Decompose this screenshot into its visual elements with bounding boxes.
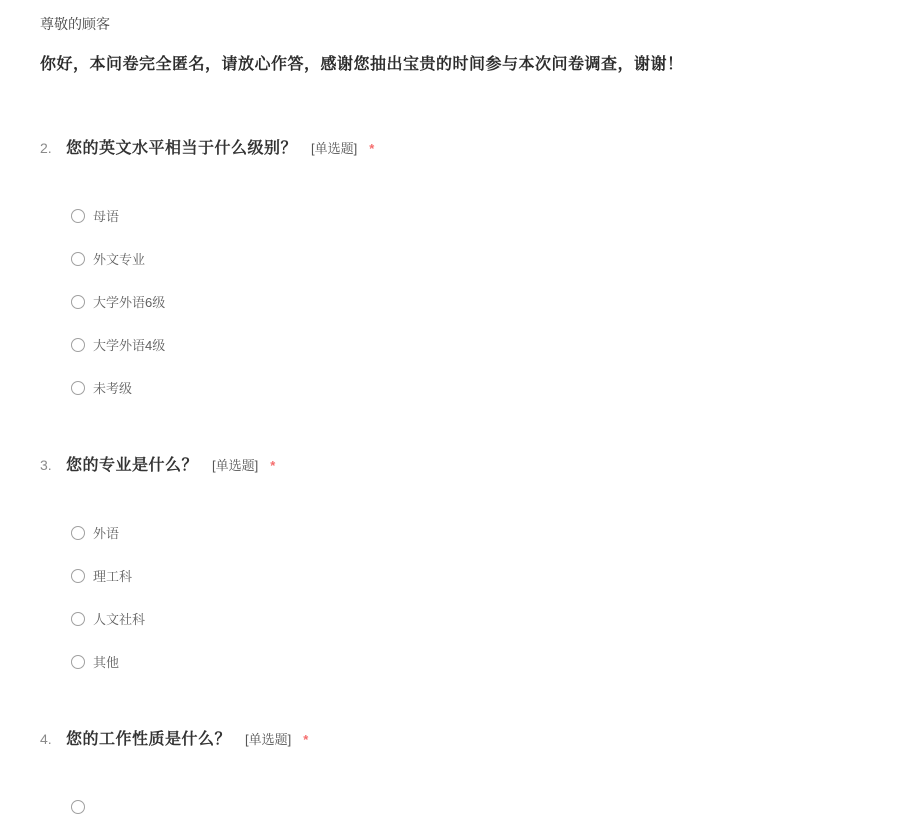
question-title: 您的工作性质是什么？ xyxy=(66,731,232,748)
radio-option-label: 未考级 xyxy=(93,381,133,396)
radio-button-icon[interactable] xyxy=(71,569,85,583)
radio-button-icon[interactable] xyxy=(71,381,85,395)
radio-option-label: 母语 xyxy=(93,209,120,224)
radio-option[interactable] xyxy=(71,640,860,683)
radio-option[interactable] xyxy=(71,280,860,323)
question-list xyxy=(40,138,860,828)
question-title: 您的专业是什么？ xyxy=(66,457,199,474)
question-header xyxy=(40,455,860,476)
required-asterisk: * xyxy=(270,458,276,473)
radio-button-icon[interactable] xyxy=(71,338,85,352)
radio-option[interactable] xyxy=(71,554,860,597)
radio-option[interactable] xyxy=(71,323,860,366)
radio-option[interactable] xyxy=(71,597,860,640)
question-block xyxy=(40,729,860,828)
radio-button-icon[interactable] xyxy=(71,295,85,309)
option-list xyxy=(40,511,860,683)
radio-option[interactable] xyxy=(71,785,860,828)
question-number: 2. xyxy=(40,140,52,156)
radio-option[interactable] xyxy=(71,237,860,280)
question-type-label: [单选题] xyxy=(212,458,259,473)
radio-button-icon[interactable] xyxy=(71,252,85,266)
radio-button-icon[interactable] xyxy=(71,209,85,223)
radio-option-label: 大学外语4级 xyxy=(93,338,166,353)
question-number: 4. xyxy=(40,731,52,747)
question-header xyxy=(40,138,860,159)
radio-option-label: 外语 xyxy=(93,526,120,541)
radio-option-label: 大学外语6级 xyxy=(93,295,166,310)
required-asterisk: * xyxy=(303,732,309,747)
radio-option[interactable] xyxy=(71,511,860,554)
question-number: 3. xyxy=(40,457,52,473)
question-title: 您的英文水平相当于什么级别？ xyxy=(66,140,298,157)
survey-intro: 你好，本问卷完全匿名，请放心作答，感谢您抽出宝贵的时间参与本次问卷调查，谢谢！ xyxy=(40,56,684,73)
radio-button-icon[interactable] xyxy=(71,800,85,814)
radio-option-label: 其他 xyxy=(93,655,120,670)
question-header xyxy=(40,729,860,750)
radio-option-label: 人文社科 xyxy=(93,612,146,627)
radio-option-label: 外文专业 xyxy=(93,252,146,267)
question-type-label: [单选题] xyxy=(311,141,358,156)
radio-option[interactable] xyxy=(71,366,860,409)
option-list xyxy=(40,194,860,409)
question-type-label: [单选题] xyxy=(245,732,292,747)
question-block xyxy=(40,455,860,683)
radio-button-icon[interactable] xyxy=(71,526,85,540)
survey-greeting: 尊敬的顾客 xyxy=(40,16,110,32)
radio-option-label: 理工科 xyxy=(93,569,133,584)
radio-button-icon[interactable] xyxy=(71,612,85,626)
radio-option[interactable] xyxy=(71,194,860,237)
required-asterisk: * xyxy=(369,141,375,156)
option-list xyxy=(40,785,860,828)
question-block xyxy=(40,138,860,409)
radio-button-icon[interactable] xyxy=(71,655,85,669)
